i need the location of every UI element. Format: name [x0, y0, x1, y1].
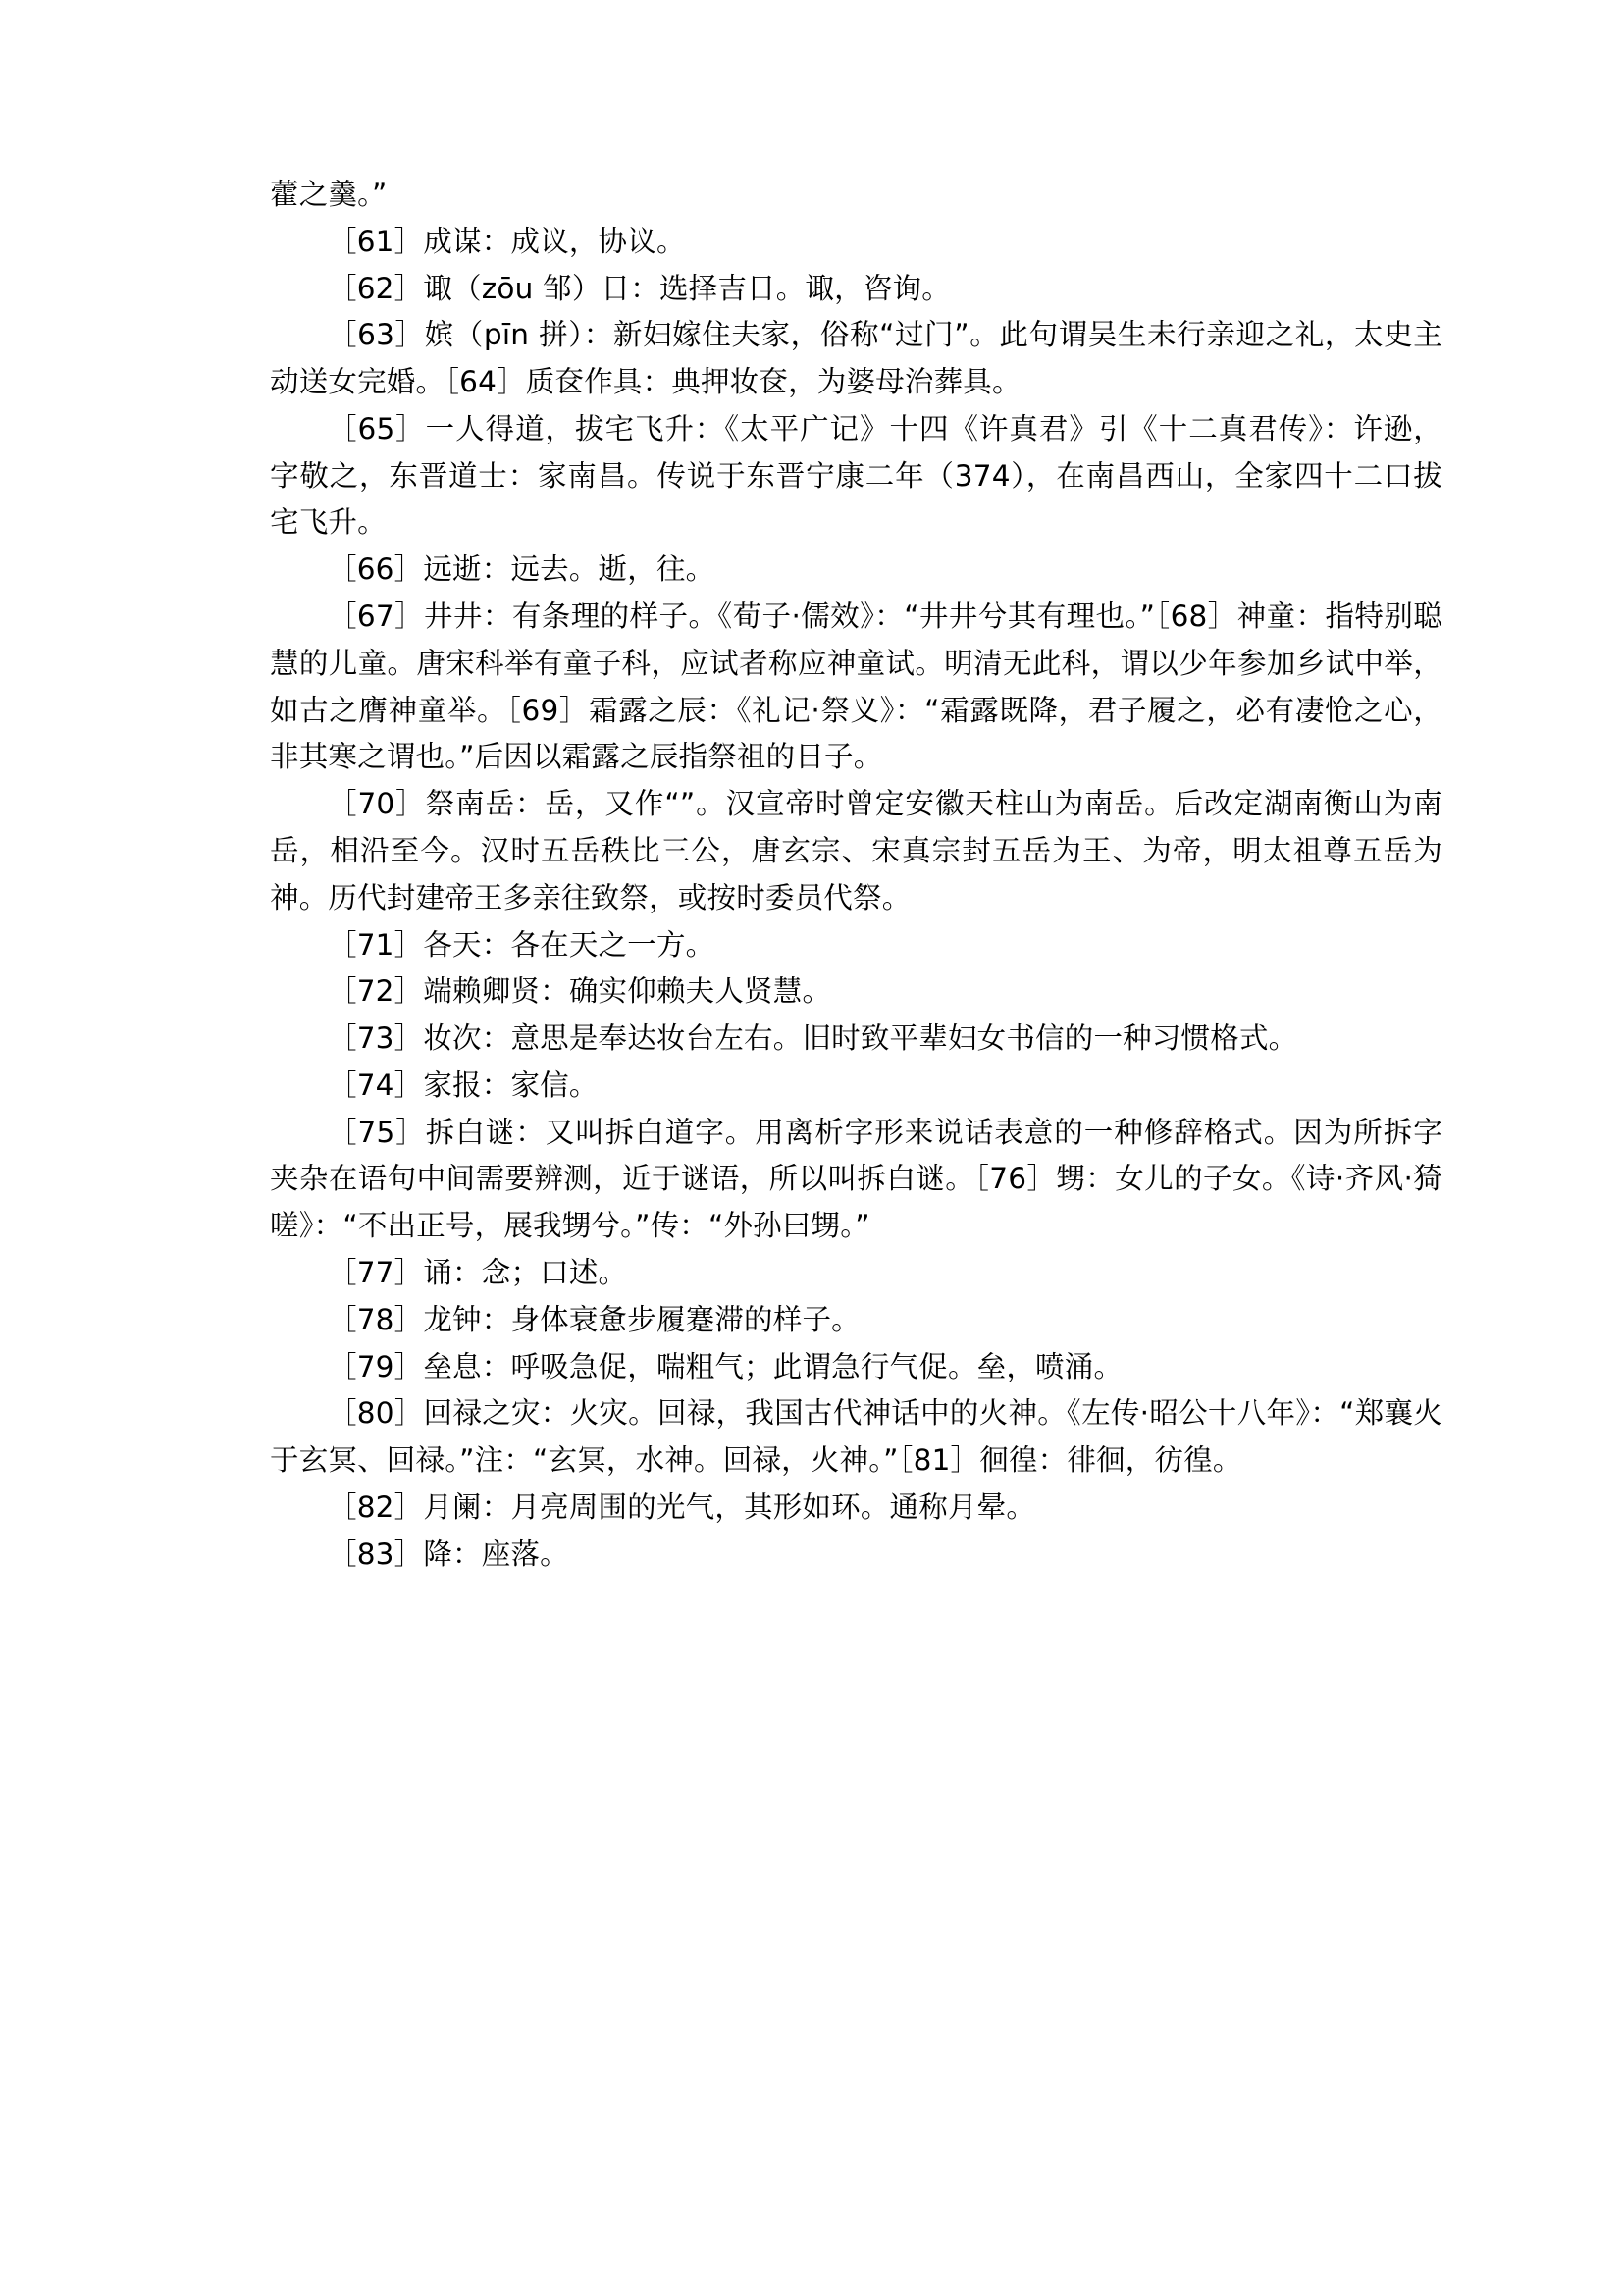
annotation-note-79: ［79］垒息：呼吸急促，喘粗气；此谓急行气促。垒，喷涌。	[328, 1349, 1124, 1383]
annotation-note-82: ［82］月阑：月亮周围的光气，其形如环。通称月晕。	[328, 1489, 1036, 1524]
annotation-note-70: ［70］祭南岳：岳，又作“”。汉宣帝时曾定安徽天柱山为南岳。后改定湖南衡山为南岳，相沿至今。汉时五岳秩比三公，唐玄宗、宋真宗封五岳为王、为帝，明太祖尊五岳为神。历代封建帝王多亲往致祭，或按时委员代祭。	[270, 787, 1442, 914]
annotation-note-66: ［66］远逝：远去。逝，往。	[328, 552, 715, 587]
annotation-note-78: ［78］龙钟：身体衰惫步履蹇滞的样子。	[328, 1302, 861, 1336]
document-text-body	[270, 172, 1442, 1578]
annotation-note-71: ［71］各天：各在天之一方。	[328, 927, 715, 962]
annotation-note-75-76: ［75］拆白谜：又叫拆白道字。用离析字形来说话表意的一种修辞格式。因为所拆字夹杂在语句中间需要辨测，近于谜语，所以叫拆白谜。［76］甥：女儿的子女。《诗·齐风·猗嗟》：“不出正号，展我甥兮。”传：“外孙曰甥。”	[270, 1115, 1442, 1243]
annotation-note-65: ［65］一人得道，拔宅飞升：《太平广记》十四《许真君》引《十二真君传》：许逊，字敬之，东晋道士：家南昌。传说于东晋宁康二年（374），在南昌西山，全家四十二口拔宅飞升。	[270, 411, 1442, 540]
annotation-note-80-81: ［80］回禄之灾：火灾。回禄，我国古代神话中的火神。《左传·昭公十八年》：“郑襄火于玄冥、回禄。”注：“玄冥，水神。回禄，火神。”［81］徊徨：徘徊，彷徨。	[270, 1396, 1442, 1478]
annotation-note-72: ［72］端赖卿贤：确实仰赖夫人贤慧。	[328, 974, 832, 1009]
paragraph-continuation: 藿之羹。”	[270, 178, 388, 211]
annotation-note-83: ［83］降：座落。	[328, 1537, 569, 1571]
annotation-note-73: ［73］妆次：意思是奉达妆台左右。旧时致平辈妇女书信的一种习惯格式。	[328, 1021, 1298, 1056]
annotation-note-61: ［61］成谋：成议，协议。	[328, 224, 686, 258]
annotation-note-74: ［74］家报：家信。	[328, 1068, 599, 1102]
annotation-note-63-64: ［63］嫔（pīn 拼）：新妇嫁住夫家，俗称“过门”。此句谓吴生未行亲迎之礼，太史主动送女完婚。［64］质奁作具：典押妆奁，为婆母治葬具。	[270, 318, 1442, 399]
annotation-note-62: ［62］诹（zōu 邹）日：选择吉日。诹，咨询。	[328, 271, 951, 305]
annotation-note-67-68-69: ［67］井井：有条理的样子。《荀子·儒效》：“井井兮其有理也。”［68］神童：指特别聪慧的儿童。唐宋科举有童子科，应试者称应神童试。明清无此科，谓以少年参加乡试中举，如古之膺神童举。［69］霜露之辰：《礼记·祭义》：“霜露既降，君子履之，必有凄怆之心，非其寒之谓也。”后因以霜露之辰指祭祖的日子。	[270, 600, 1442, 774]
annotation-note-77: ［77］诵：念；口述。	[328, 1255, 628, 1289]
